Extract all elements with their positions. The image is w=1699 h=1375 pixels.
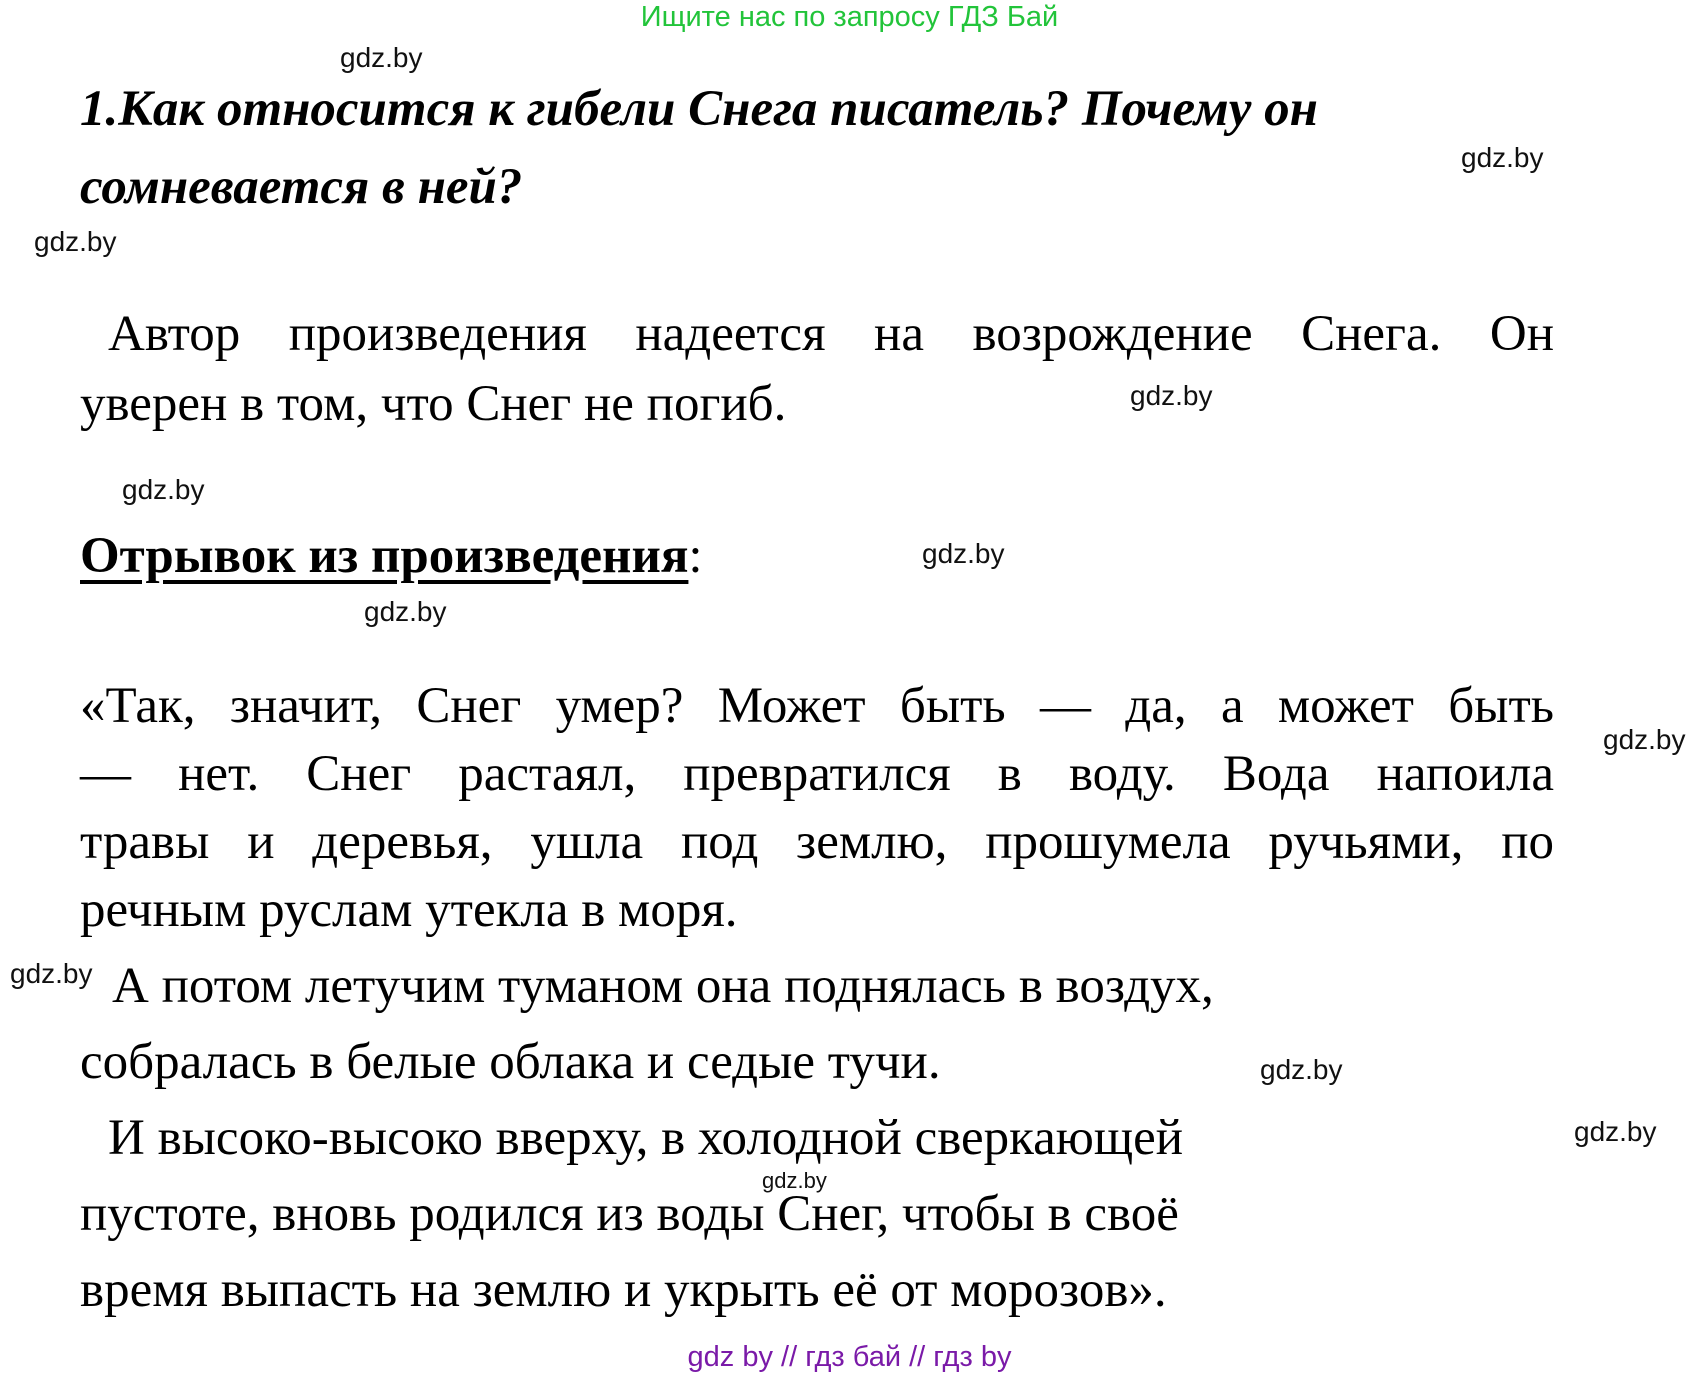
watermark: gdz.by — [1260, 1054, 1343, 1085]
excerpt-line: — нет. Снег растаял, превратился в воду. Вода напоила — [80, 746, 1554, 802]
watermark: gdz.by — [762, 1168, 827, 1193]
top-banner: Ищите нас по запросу ГДЗ Бай — [640, 1, 1059, 33]
excerpt-line: собралась в белые облака и седые тучи. — [80, 1034, 941, 1090]
answer-line: уверен в том, что Снег не погиб. — [80, 376, 787, 432]
footer-links: gdz by // гдз бай // гдз by — [687, 1341, 1012, 1373]
watermark: gdz.by — [10, 958, 93, 989]
excerpt-heading-title: Отрывок из произведения — [80, 528, 689, 584]
excerpt-line: время выпасть на землю и укрыть её от морозов». — [80, 1262, 1167, 1318]
watermark: gdz.by — [122, 474, 205, 505]
excerpt-line: И высоко-высоко вверху, в холодной сверкающей — [108, 1110, 1184, 1166]
question-line: сомневается в ней? — [80, 159, 523, 215]
excerpt-line: А потом летучим туманом она поднялась в воздух, — [112, 958, 1214, 1014]
answer-line: Автор произведения надеется на возрождение Снега. Он — [108, 306, 1554, 362]
watermark: gdz.by — [1461, 142, 1544, 173]
watermark: gdz.by — [1603, 724, 1686, 755]
excerpt-heading — [80, 528, 703, 584]
watermark: gdz.by — [1574, 1116, 1657, 1147]
excerpt-line: речным руслам утекла в моря. — [80, 882, 738, 938]
excerpt-line: пустоте, вновь родился из воды Снег, чтобы в своё — [80, 1186, 1179, 1242]
excerpt-heading-colon: : — [688, 528, 703, 584]
question-line: 1.Как относится к гибели Снега писатель? Почему он — [80, 81, 1318, 137]
watermark: gdz.by — [922, 538, 1005, 569]
watermark: gdz.by — [34, 226, 117, 257]
excerpt-line: «Так, значит, Снег умер? Может быть — да, а может быть — [80, 678, 1554, 734]
watermark: gdz.by — [340, 42, 423, 73]
watermark: gdz.by — [1130, 380, 1213, 411]
watermark: gdz.by — [364, 596, 447, 627]
excerpt-line: травы и деревья, ушла под землю, прошумела ручьями, по — [80, 814, 1554, 870]
